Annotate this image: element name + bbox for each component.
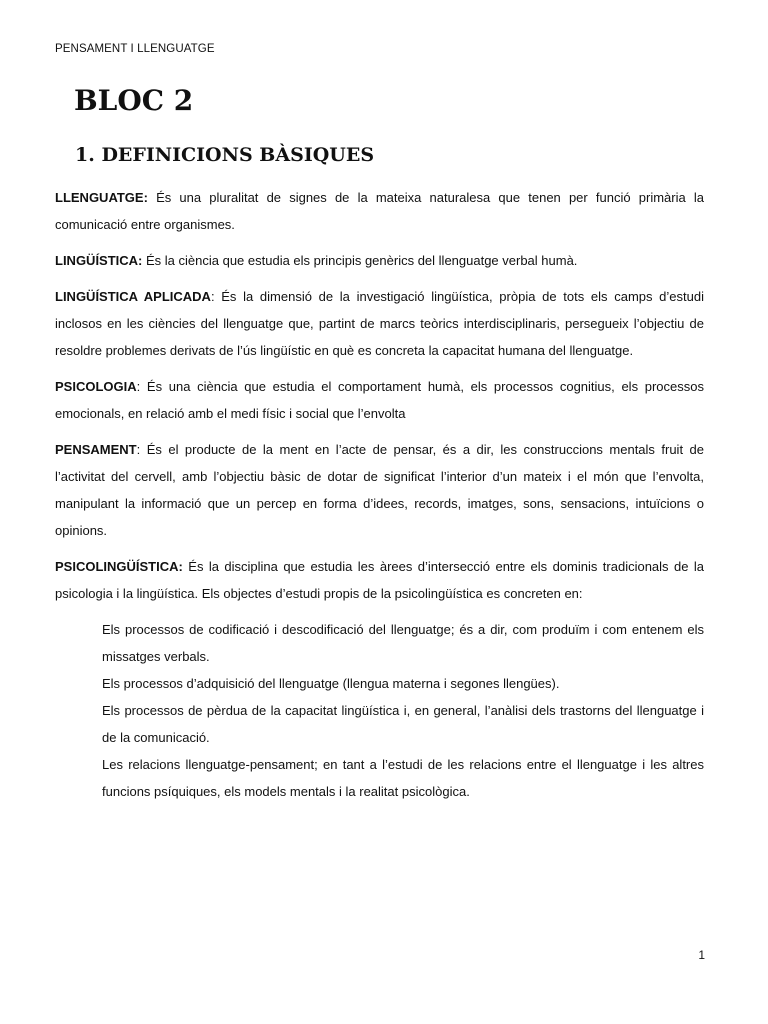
definition-paragraph xyxy=(55,184,704,238)
definition-text: : És una ciència que estudia el comportament humà, els processos cognitius, els processos emocionals, en relació amb el medi físic i social que l’envolta xyxy=(55,379,704,421)
definition-term: PENSAMENT xyxy=(55,442,137,457)
list-item: Les relacions llenguatge-pensament; en tant a l’estudi de les relacions entre el llenguatge i les altres funcions psíquiques, els models mentals i la realitat psicològica. xyxy=(102,757,704,799)
definition-text: És una pluralitat de signes de la mateixa naturalesa que tenen per funció primària la comunicació entre organismes. xyxy=(55,190,704,232)
page-title: BLOC 2 xyxy=(74,84,194,117)
definition-paragraph xyxy=(55,373,704,427)
definition-paragraph xyxy=(55,436,704,544)
definition-text: És la ciència que estudia els principis genèrics del llenguatge verbal humà. xyxy=(142,253,578,268)
study-objects-list xyxy=(102,616,704,805)
definition-paragraph xyxy=(55,283,704,364)
definition-text: : És la dimensió de la investigació lingüística, pròpia de tots els camps d’estudi inclosos en les ciències del llenguatge que, partint de marcs teòrics interdisciplinaris, persegueix l’objectiu de resoldre problemes derivats de l’ús lingüístic en què es concreta la capacitat humana del llenguatge. xyxy=(55,289,704,358)
section-heading: 1. DEFINICIONS BÀSIQUES xyxy=(75,144,375,166)
running-header: PENSAMENT I LLENGUATGE xyxy=(55,43,215,55)
list-item: Els processos d’adquisició del llenguatge (llengua materna i segones llengües). xyxy=(102,676,560,691)
definition-term: LINGÜÍSTICA: xyxy=(55,253,143,268)
definition-term: LLENGUATGE: xyxy=(55,190,148,205)
page-number: 1 xyxy=(698,948,705,962)
definition-paragraph xyxy=(55,553,704,607)
definition-term: PSICOLINGÜÍSTICA: xyxy=(55,559,183,574)
list-item: Els processos de codificació i descodificació del llenguatge; és a dir, com produïm i com entenem els missatges verbals. xyxy=(102,622,704,664)
document-body xyxy=(55,184,704,805)
definition-paragraph xyxy=(55,247,704,274)
definition-term: PSICOLOGIA xyxy=(55,379,137,394)
list-item: Els processos de pèrdua de la capacitat lingüística i, en general, l’anàlisi dels trastorns del llenguatge i de la comunicació. xyxy=(102,703,704,745)
definition-text: És la disciplina que estudia les àrees d’intersecció entre els dominis tradicionals de la psicologia i la lingüística. Els objectes d’estudi propis de la psicolingüística es concreten en: xyxy=(55,559,704,601)
definition-text: : És el producte de la ment en l’acte de pensar, és a dir, les construccions mentals fruit de l’activitat del cervell, amb l’objectiu bàsic de dotar de significat l’interior d’un mateix i el món que l’envolta, manipulant la informació que un percep en forma d’idees, records, imatges, sons, sensacions, intuïcions o opinions. xyxy=(55,442,704,538)
definition-term: LINGÜÍSTICA APLICADA xyxy=(55,289,211,304)
